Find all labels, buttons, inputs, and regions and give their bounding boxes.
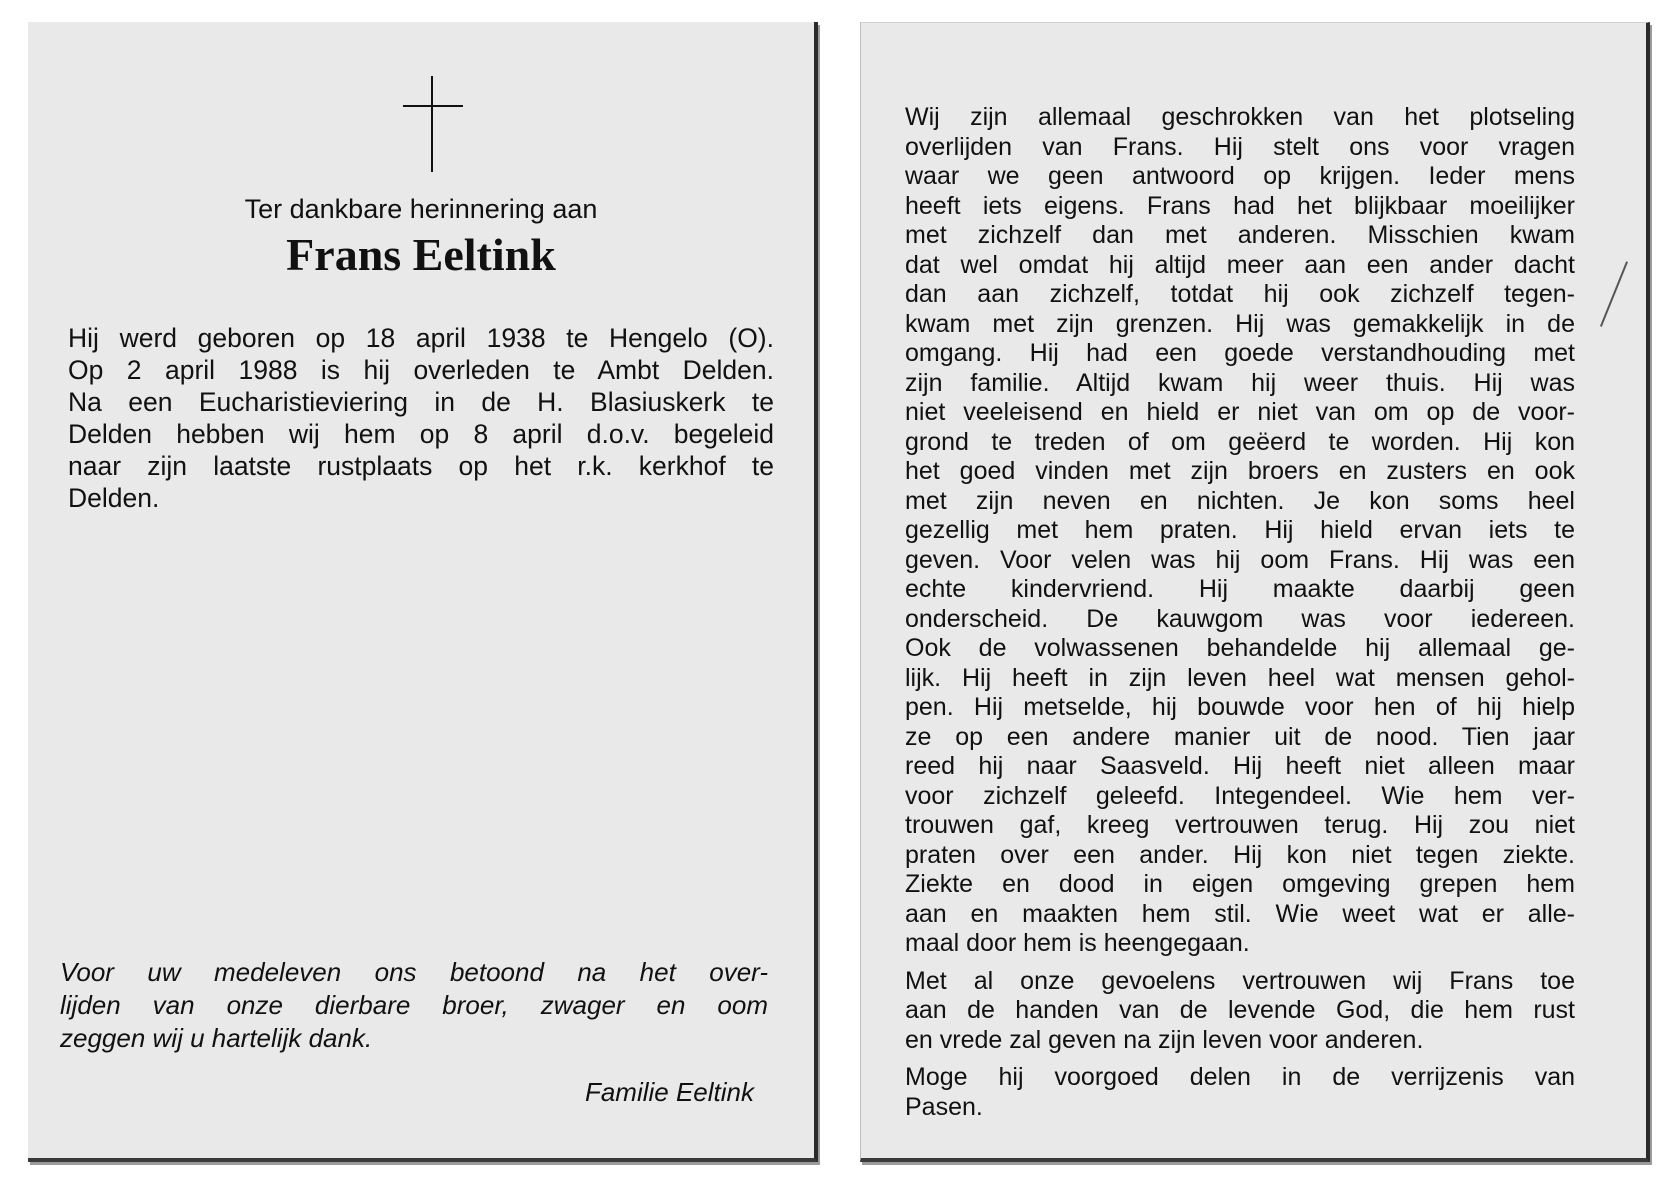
text-line: Pasen. — [905, 1092, 983, 1121]
paragraph-2 — [905, 967, 1575, 1056]
text-line: niet veeleisend en hield er niet van om op de voor- — [905, 398, 1575, 426]
text-line: en vrede zal geven na zijn leven voor anderen. — [905, 1025, 1424, 1054]
text-line: omgang. Hij had een goede verstandhouding met — [905, 339, 1575, 367]
text-line: dat wel omdat hij altijd meer aan een ander dacht — [905, 250, 1575, 279]
deceased-name: Frans Eeltink — [286, 229, 556, 280]
bio-line: Op 2 april 1988 is hij overleden te Ambt Delden. — [68, 355, 774, 385]
text-line: Ziekte en dood in eigen omgeving grepen hem — [905, 870, 1575, 898]
paragraph-3 — [905, 1063, 1575, 1122]
text-line: zijn familie. Altijd kwam hij weer thuis. Hij was — [905, 368, 1575, 397]
text-line: pen. Hij metselde, hij bouwde voor hen of hij hielp — [905, 693, 1575, 721]
text-line: kwam met zijn grenzen. Hij was gemakkelijk in de — [905, 309, 1575, 338]
thanks-line: lijden van onze dierbare broer, zwager en oom — [60, 990, 768, 1020]
text-line: ze op een andere manier uit de nood. Tien jaar — [905, 722, 1575, 751]
text-line: met zijn neven en nichten. Je kon soms heel — [905, 486, 1575, 515]
pencil-mark — [1600, 261, 1628, 326]
text-line: voor zichzelf geleefd. Integendeel. Wie hem ver- — [905, 781, 1575, 810]
text-line: geven. Voor velen was hij oom Frans. Hij was een — [905, 545, 1575, 574]
biography — [68, 322, 774, 514]
text-line: waar we geen antwoord op krijgen. Ieder mens — [905, 162, 1575, 190]
bio-line: Hij werd geboren op 18 april 1938 te Hengelo (O). — [68, 323, 774, 353]
text-line: aan de handen van de levende God, die hem rust — [905, 996, 1575, 1024]
memorial-card-front — [28, 22, 818, 1162]
text-line: gezellig met hem praten. Hij hield ervan iets te — [905, 516, 1575, 544]
memorial-text — [905, 103, 1575, 1122]
text-line: aan en maakten hem stil. Wie weet wat er alle- — [905, 899, 1575, 928]
text-line: Met al onze gevoelens vertrouwen wij Frans toe — [905, 966, 1575, 995]
text-line: onderscheid. De kauwgom was voor iedereen. — [905, 604, 1575, 633]
thanks-line: zeggen wij u hartelijk dank. — [60, 1023, 373, 1053]
text-line: Ook de volwassenen behandelde hij allemaal ge- — [905, 634, 1575, 662]
text-line: het goed vinden met zijn broers en zusters en ook — [905, 457, 1575, 485]
bio-line: Na een Eucharistieviering in de H. Blasiuskerk te — [68, 387, 774, 417]
text-line: reed hij naar Saasveld. Hij heeft niet alleen maar — [905, 752, 1575, 780]
text-line: overlijden van Frans. Hij stelt ons voor vragen — [905, 132, 1575, 161]
family-signature: Familie Eeltink — [584, 1077, 754, 1107]
thanks-line: Voor uw medeleven ons betoond na het over- — [60, 957, 768, 987]
text-line: lijk. Hij heeft in zijn leven heel wat mensen gehol- — [905, 663, 1575, 692]
bio-line: Delden hebben wij hem op 8 april d.o.v. begeleid — [68, 419, 774, 449]
bio-line: naar zijn laatste rustplaats op het r.k. kerkhof te — [68, 451, 774, 481]
memorial-card-back — [860, 22, 1650, 1162]
intro-text: Ter dankbare herinnering aan — [244, 194, 598, 224]
thanks-message — [60, 956, 768, 1055]
text-line: Moge hij voorgoed delen in de verrijzenis van — [905, 1063, 1575, 1091]
text-line: Wij zijn allemaal geschrokken van het plotseling — [905, 103, 1575, 131]
cross-icon — [403, 76, 463, 172]
text-line: echte kindervriend. Hij maakte daarbij geen — [905, 575, 1575, 603]
text-line: praten over een ander. Hij kon niet tegen ziekte. — [905, 840, 1575, 869]
text-line: maal door hem is heengegaan. — [905, 929, 1250, 957]
text-line: dan aan zichzelf, totdat hij ook zichzelf tegen- — [905, 280, 1575, 308]
text-line: grond te treden of om geëerd te worden. Hij kon — [905, 427, 1575, 456]
text-line: met zichzelf dan met anderen. Misschien kwam — [905, 221, 1575, 249]
paragraph-1 — [905, 103, 1575, 959]
text-line: trouwen gaf, kreeg vertrouwen terug. Hij zou niet — [905, 811, 1575, 839]
bio-line: Delden. — [68, 483, 160, 513]
text-line: heeft iets eigens. Frans had het blijkbaar moeilijker — [905, 191, 1575, 220]
